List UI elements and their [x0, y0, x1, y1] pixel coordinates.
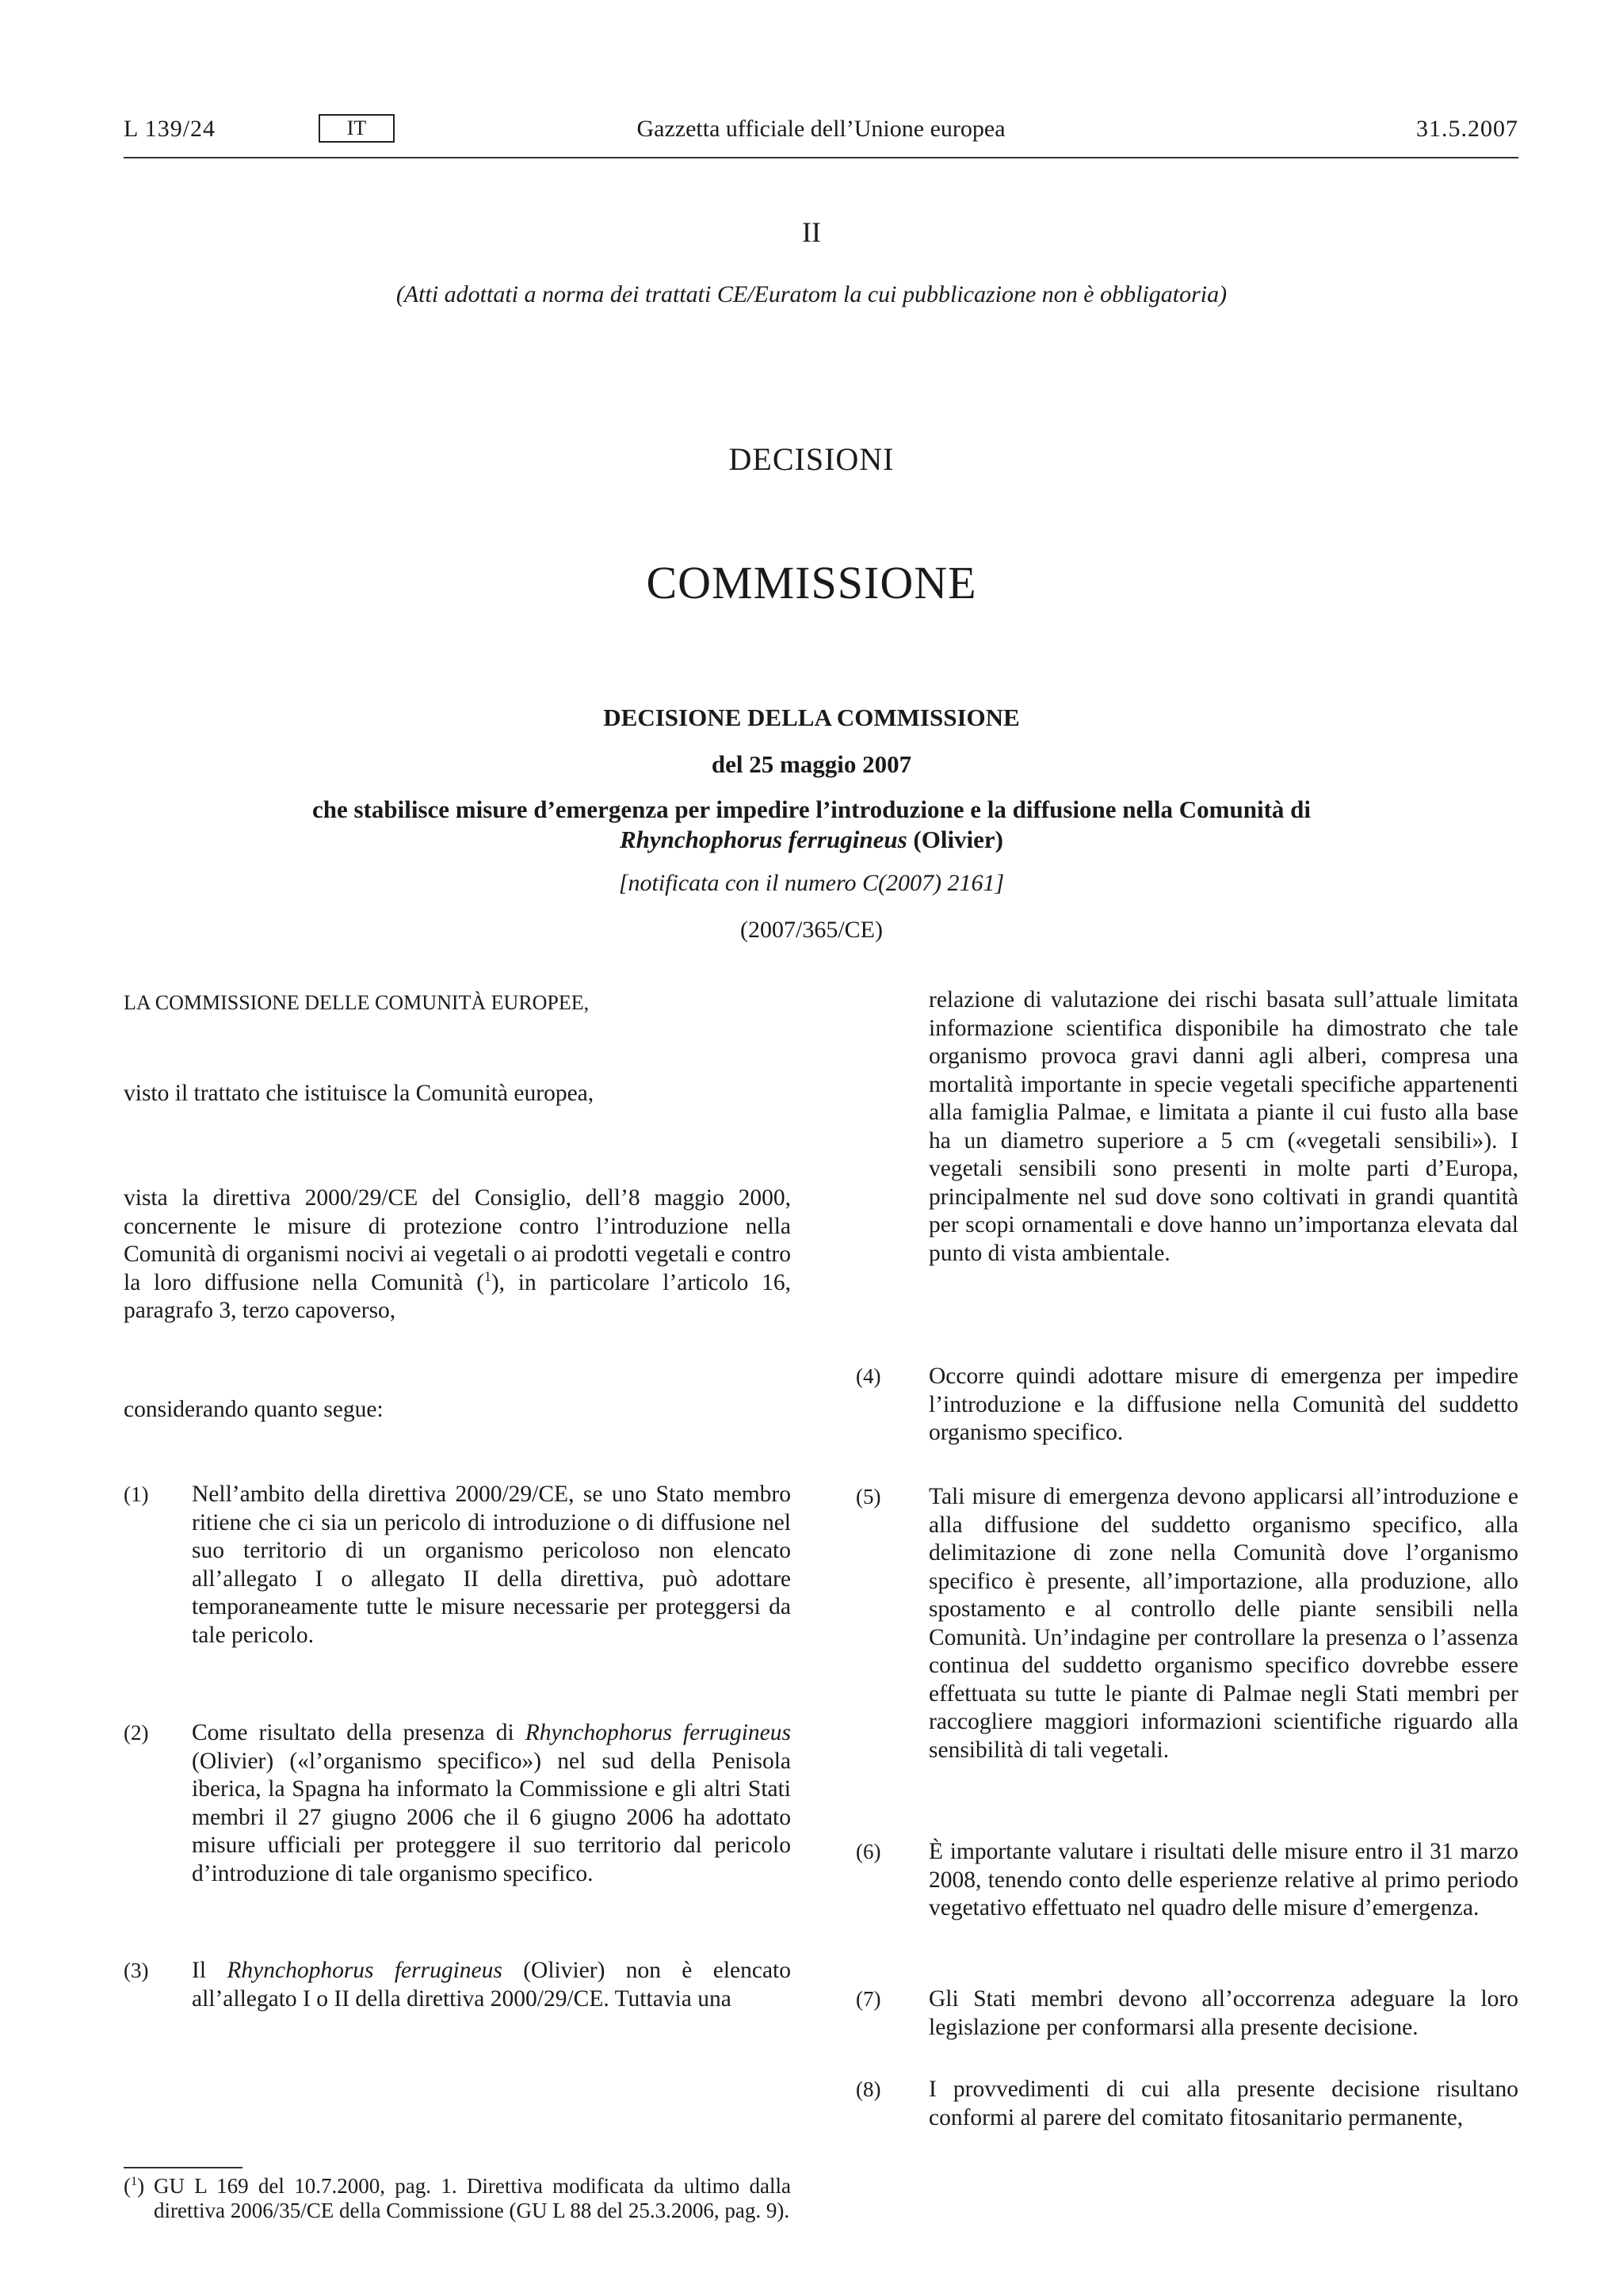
footnote-number: ($^1$): [124, 2174, 145, 2198]
preamble-institution: LA COMMISSIONE DELLE COMUNITÀ EUROPEE,: [124, 991, 590, 1014]
recital-text: Occorre quindi adottare misure di emergenza per impedire l’introduzione e la diffusione nella Comunità del suddetto organismo specifico.: [929, 1363, 1518, 1445]
recital-number: (3): [124, 1958, 149, 1982]
institution-heading: COMMISSIONE: [646, 557, 977, 608]
recital-text: Come risultato della presenza di Rhynchophorus ferrugineus (Olivier) («l’organismo specifico») nel sud della Penisola iberica, la Spagna ha informato la Commissione e gli altri Stati membri il 27 giugno 2006 che il 6 giugno 2006 ha adottato misure ufficiali per proteggere il suo territorio dal pericolo d’introduzione di tale organismo specifico.: [192, 1720, 792, 1886]
recital-text: Tali misure di emergenza devono applicarsi all’introduzione e alla diffusione del suddetto organismo specifico, alla delimitazione di zone nella Comunità dove l’organismo specifico è presente, all’importazione, alla produzione, allo spostamento e al controllo delle piante sensibili nella Comunità. Un’indagine per controllare la presenza o l’assenza continua del suddetto organismo specifico dovrebbe essere effettuata su tutte le piante di Palmae negli Stati membri per raccogliere maggiori informazioni scientifiche riguardo alla sensibilità di tali vegetali.: [929, 1484, 1518, 1763]
decision-subject-species: Rhynchophorus ferrugineus (Olivier): [619, 826, 1004, 853]
recital-3-continued: [929, 986, 1518, 1268]
decision-subject: che stabilisce misure d’emergenza per impedire l’introduzione e la diffusione nella Comunità di: [311, 795, 1312, 823]
recital-number: (4): [856, 1364, 881, 1388]
journal-reference: L 139/24: [124, 116, 216, 142]
part-subtitle: (Atti adottati a norma dei trattati CE/Euratom la cui pubblicazione non è obbligatoria): [395, 281, 1228, 307]
notification-number: [notificata con il numero C(2007) 2161]: [618, 870, 1005, 896]
part-number: II: [802, 216, 821, 248]
footnote-ref: 1: [484, 1268, 491, 1284]
recital-text: relazione di valutazione dei rischi basata sull’attuale limitata informazione scientifica disponibile ha dimostrato che tale organismo provoca gravi danni agli alberi, compresa una mortalità importante in specie vegetali specifiche appartenenti alla famiglia Palmae, e limitata a piante il cui fusto alla base ha un diametro superiore a 5 cm («vegetali sensibili»). I vegetali sensibili sono presenti in molte parti d’Europa, principalmente nel sud dove sono coltivati in grandi quantità per scopi ornamentali e dove hanno un’importanza elevata dal punto di vista ambientale.: [929, 987, 1518, 1266]
decision-date: del 25 maggio 2007: [711, 750, 912, 778]
footnote-text: GU L 169 del 10.7.2000, pag. 1. Direttiva modificata da ultimo dalla direttiva 2006/35/CE della Commissione (GU L 88 del 25.3.2006, pag. 9).: [154, 2174, 791, 2222]
recital-text: Nell’ambito della direttiva 2000/29/CE, se uno Stato membro ritiene che ci sia un pericolo di introduzione o di diffusione nel suo territorio di un organismo pericoloso non elencato all’allegato I o allegato II della direttiva, può adottare temporaneamente tutte le misure necessarie per proteggersi da tale pericolo.: [192, 1482, 791, 1648]
recital-number: (6): [856, 1840, 881, 1863]
recital-number: (8): [856, 2077, 881, 2101]
decision-title: DECISIONE DELLA COMMISSIONE: [603, 704, 1020, 731]
header-rule: [124, 157, 1518, 158]
recital-text: Gli Stati membri devono all’occorrenza adeguare la loro legislazione per conformarsi alla presente decisione.: [929, 1986, 1518, 2040]
language-badge: IT: [319, 114, 395, 143]
recital-number: (1): [124, 1482, 149, 1506]
recital-number: (5): [856, 1485, 881, 1508]
recital-text: È importante valutare i risultati delle misure entro il 31 marzo 2008, tenendo conto delle esperienze relative al primo periodo vegetativo effettuato nel quadro delle misure d’emergenza.: [929, 1839, 1518, 1920]
recital-number: (2): [124, 1721, 149, 1745]
recital-text: Il Rhynchophorus ferrugineus (Olivier) non è elencato all’allegato I o II della direttiva 2000/29/CE. Tuttavia una: [192, 1958, 791, 2012]
preamble-considering: considerando quanto segue:: [124, 1397, 384, 1422]
publication-date: 31.5.2007: [1416, 116, 1518, 142]
journal-title: Gazzetta ufficiale dell’Unione europea: [636, 116, 1006, 142]
recital-number: (7): [856, 1987, 881, 2011]
preamble-directive: vista la direttiva 2000/29/CE del Consiglio, dell’8 maggio 2000, concernente le misure di protezione contro l’introduzione nella Comunità di organismi nocivi ai vegetali o ai prodotti vegetali e contro la loro diffusione nella Comunità ($^1$), in particolare l’articolo 16, paragrafo 3, terzo capoverso,: [124, 1185, 791, 1323]
preamble-treaty: visto il trattato che istituisce la Comunità europea,: [124, 1081, 594, 1106]
page-header: [124, 116, 1518, 151]
recital-text: I provvedimenti di cui alla presente decisione risultano conformi al parere del comitato fitosanitario permanente,: [929, 2077, 1518, 2130]
section-heading: DECISIONI: [728, 441, 895, 477]
footnote-rule: [124, 2167, 242, 2168]
decision-number: (2007/365/CE): [740, 917, 883, 943]
